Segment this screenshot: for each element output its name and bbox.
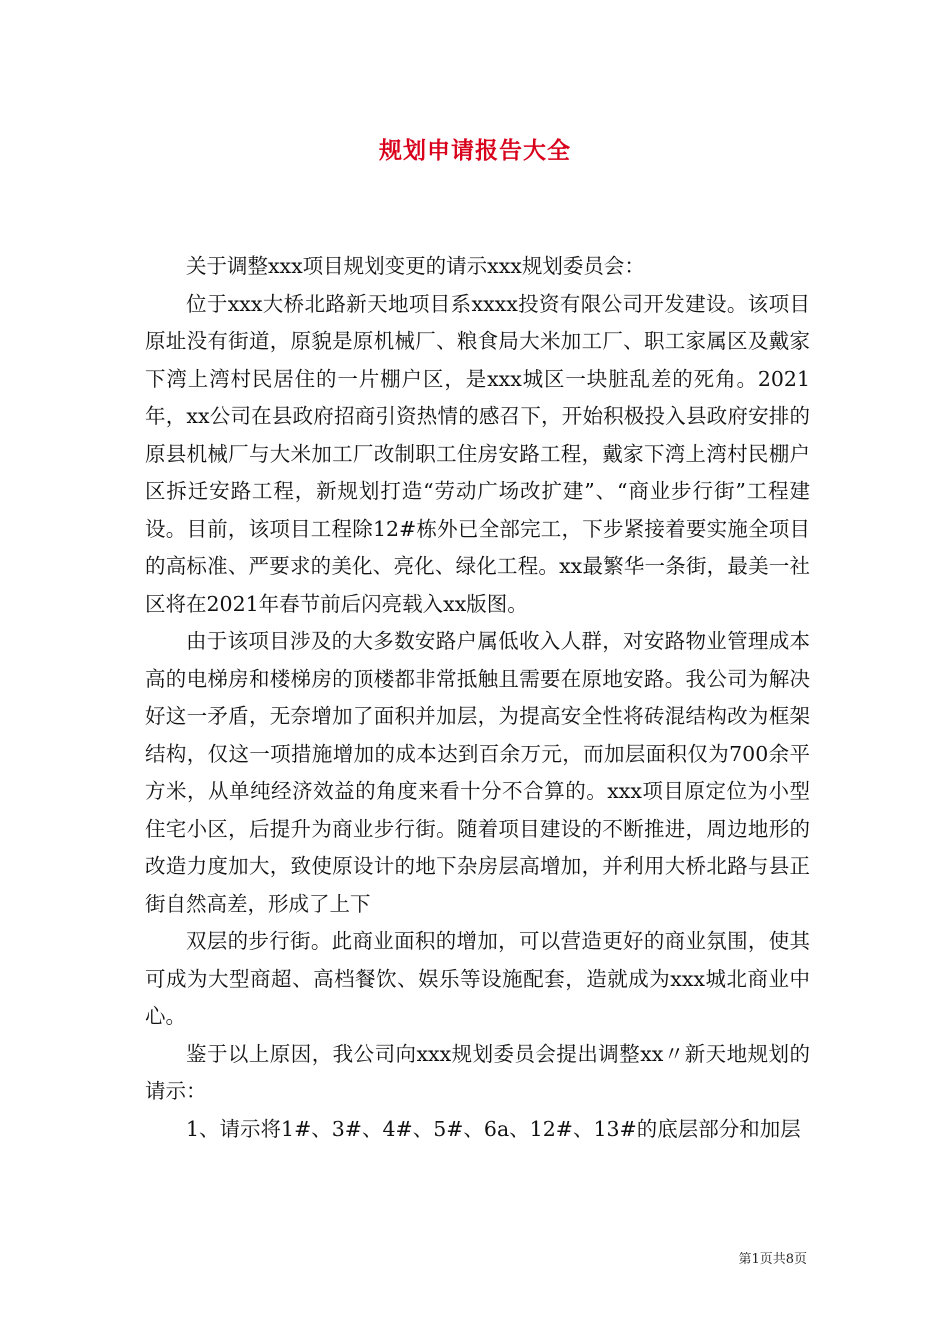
paragraph: 位于xxx大桥北路新天地项目系xxxx投资有限公司开发建设。该项目原址没有街道，原貌是原机械厂、粮食局大米加工厂、职工家属区及戴家下湾上湾村民居住的一片棚户区，是xxx城区一块脏乱差的死角。2021年，xx公司在县政府招商引资热情的感召下，开始积极投入县政府安排的原县机械厂与大米加工厂改制职工住房安路工程，戴家下湾上湾村民棚户区拆迁安路工程，新规划打造“劳动广场改扩建”、“商业步行街”工程建设。目前，该项目工程除12#栋外已全部完工，下步紧接着要实施全项目的高标准、严要求的美化、亮化、绿化工程。xx最繁华一条街，最美一社区将在2021年春节前后闪亮载入xx版图。 [145,291,810,616]
paragraph: 1、请示将1#、3#、4#、5#、6a、12#、13#的底层部分和加层 [186,1116,801,1141]
document-title: 规划申请报告大全 [379,137,571,164]
paragraph: 关于调整xxx项目规划变更的请示xxx规划委员会： [186,254,645,278]
document-body [145,248,810,1148]
paragraph: 鉴于以上原因，我公司向xxx规划委员会提出调整xx〃新天地规划的请示： [145,1041,810,1103]
paragraph: 由于该项目涉及的大多数安路户属低收入人群，对安路物业管理成本高的电梯房和楼梯房的顶楼都非常抵触且需要在原地安路。我公司为解决好这一矛盾，无奈增加了面积并加层，为提高安全性将砖混结构改为框架结构，仅这一项措施增加的成本达到百余万元，而加层面积仅为700余平方米，从单纯经济效益的角度来看十分不合算的。xxx项目原定位为小型住宅小区，后提升为商业步行街。随着项目建设的不断推进，周边地形的改造力度加大，致使原设计的地下杂房层高增加，并利用大桥北路与县正街自然高差，形成了上下 [145,629,810,916]
page-number: 第1页共8页 [738,1252,807,1267]
paragraph: 双层的步行街。此商业面积的增加，可以营造更好的商业氛围，使其可成为大型商超、高档餐饮、娱乐等设施配套，造就成为xxx城北商业中心。 [145,929,810,1028]
